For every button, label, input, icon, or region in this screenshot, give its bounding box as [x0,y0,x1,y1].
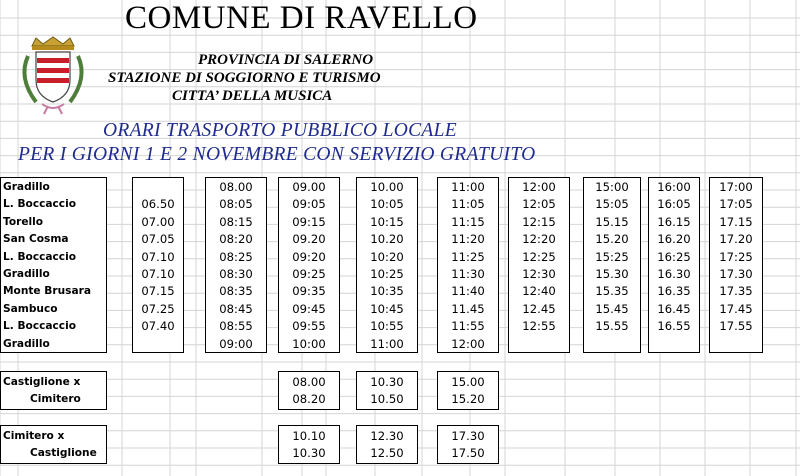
departure-time: 15.30 [595,267,629,281]
route-time: 17.50 [451,446,485,460]
departure-time: 16.35 [657,284,691,299]
stop-name: Sambuco [3,302,58,315]
departure-time: 15.55 [595,319,629,334]
departure-time: 16:25 [657,249,691,264]
departure-time: 09.20 [292,232,326,247]
departure-time: 15:25 [595,249,629,264]
departure-time: 16.15 [657,214,691,229]
departure-time: 08:20 [219,232,253,247]
departure-time: 12:00 [522,180,556,194]
departure-time: 15.20 [595,232,629,247]
departure-time: 10:35 [370,284,404,299]
route-destination: Cimitero [30,393,81,405]
route-time: 17.30 [451,429,485,443]
departure-time: 11:05 [451,197,485,212]
stop-name: L. Boccaccio [3,250,76,263]
departure-time: 15.15 [595,214,629,229]
departure-time: 11:15 [451,214,485,229]
departure-time: 17.55 [719,319,753,334]
departure-time: 16:05 [657,197,691,212]
departure-time: 10:05 [370,197,404,212]
stop-name: Monte Brusara [3,285,91,298]
departure-time: 07.40 [141,319,175,334]
departure-time: 07.10 [141,249,175,264]
route-time: 10.50 [370,392,404,406]
departure-time: 11:00 [370,336,404,351]
departure-time: 17:00 [719,180,753,194]
departure-time: 17:25 [719,249,753,264]
departure-time: 17.35 [719,284,753,299]
route-time: 10.10 [292,429,326,443]
departure-time: 09:35 [292,284,326,299]
departure-time: 09:25 [292,267,326,281]
headline-free-service: PER I GIORNI 1 E 2 NOVEMBRE CON SERVIZIO GRATUITO [18,144,536,165]
departure-time: 16.30 [657,267,691,281]
departure-time: 07.15 [141,284,175,299]
departure-time: 12:55 [522,319,556,334]
stop-name: Torello [3,215,44,228]
route-time: 15.00 [451,375,485,389]
departure-time: 08:25 [219,249,253,264]
route-time: 08.20 [292,392,326,406]
route-origin: Castiglione x [3,376,81,388]
departure-time: 17.45 [719,301,753,316]
departure-time: 11:25 [451,249,485,264]
departure-time: 08:15 [219,214,253,229]
departure-time: 10:25 [370,267,404,281]
departure-time: 12:00 [451,336,485,351]
departure-time: 10:45 [370,301,404,316]
departure-time: 09:05 [292,197,326,212]
route-time: 12.50 [370,446,404,460]
departure-time: 10:00 [292,336,326,351]
departure-time: 15.35 [595,284,629,299]
coat-of-arms-icon [14,36,92,116]
stop-name: L. Boccaccio [3,198,76,211]
departure-time: 09:00 [219,336,253,351]
departure-time: 12:30 [522,267,556,281]
stop-name: San Cosma [3,233,69,246]
departure-time: 17:05 [719,197,753,212]
page-title: COMUNE DI RAVELLO [125,0,478,36]
province-line: PROVINCIA DI SALERNO [198,52,374,68]
route-time: 10.30 [370,375,404,389]
route-time: 08.00 [292,375,326,389]
departure-time: 11:00 [451,180,485,194]
departure-time: 08:05 [219,197,253,212]
departure-time: 08:45 [219,301,253,316]
departure-time: 12.45 [522,301,556,316]
departure-time: 09:45 [292,301,326,316]
departure-time: 08:55 [219,319,253,334]
route-origin: Cimitero x [3,430,65,442]
departure-time: 10:55 [370,319,404,334]
stop-name: Gradillo [3,337,50,350]
stop-name: Gradillo [3,268,50,280]
route-time: 10.30 [292,446,326,460]
departure-time: 11:30 [451,267,485,281]
stop-name: Gradillo [3,181,50,193]
departure-time: 10:15 [370,214,404,229]
route-destination: Castiglione [30,447,97,459]
departure-time: 16.20 [657,232,691,247]
departure-time: 11.45 [451,301,485,316]
departure-time: 07.00 [141,214,175,229]
departure-time: 12:25 [522,249,556,264]
departure-time: 09:55 [292,319,326,334]
departure-time: 07.25 [141,301,175,316]
departure-time: 16:00 [657,180,691,194]
headline-timetable: ORARI TRASPORTO PUBBLICO LOCALE [103,120,457,141]
departure-time: 08:35 [219,284,253,299]
departure-time: 12:15 [522,214,556,229]
departure-time: 16.55 [657,319,691,334]
departure-time: 11:40 [451,284,485,299]
departure-time: 16.45 [657,301,691,316]
departure-time: 10:20 [370,249,404,264]
departure-time: 08.00 [219,180,253,194]
departure-time: 06.50 [141,197,175,212]
departure-time: 15:00 [595,180,629,194]
departure-time: 10.20 [370,232,404,247]
departure-time: 17.15 [719,214,753,229]
route-time: 15.20 [451,392,485,406]
departure-time: 11:55 [451,319,485,334]
departure-time: 08:30 [219,267,253,281]
departure-time: 17.30 [719,267,753,281]
departure-time: 17.20 [719,232,753,247]
departure-time: 09:15 [292,214,326,229]
departure-time: 07.05 [141,232,175,247]
departure-time: 09.00 [292,180,326,194]
departure-time: 15:05 [595,197,629,212]
departure-time: 10.00 [370,180,404,194]
stop-name: L. Boccaccio [3,320,76,333]
route-time: 12.30 [370,429,404,443]
departure-time: 11:20 [451,232,485,247]
departure-time: 12:40 [522,284,556,299]
departure-time: 09:20 [292,249,326,264]
tourism-station-line: STAZIONE DI SOGGIORNO E TURISMO [108,70,381,86]
departure-time: 12:20 [522,232,556,247]
departure-time: 12:05 [522,197,556,212]
departure-time: 15.45 [595,301,629,316]
departure-time: 07.10 [141,267,175,281]
city-of-music-line: CITTA’ DELLA MUSICA [172,88,333,104]
